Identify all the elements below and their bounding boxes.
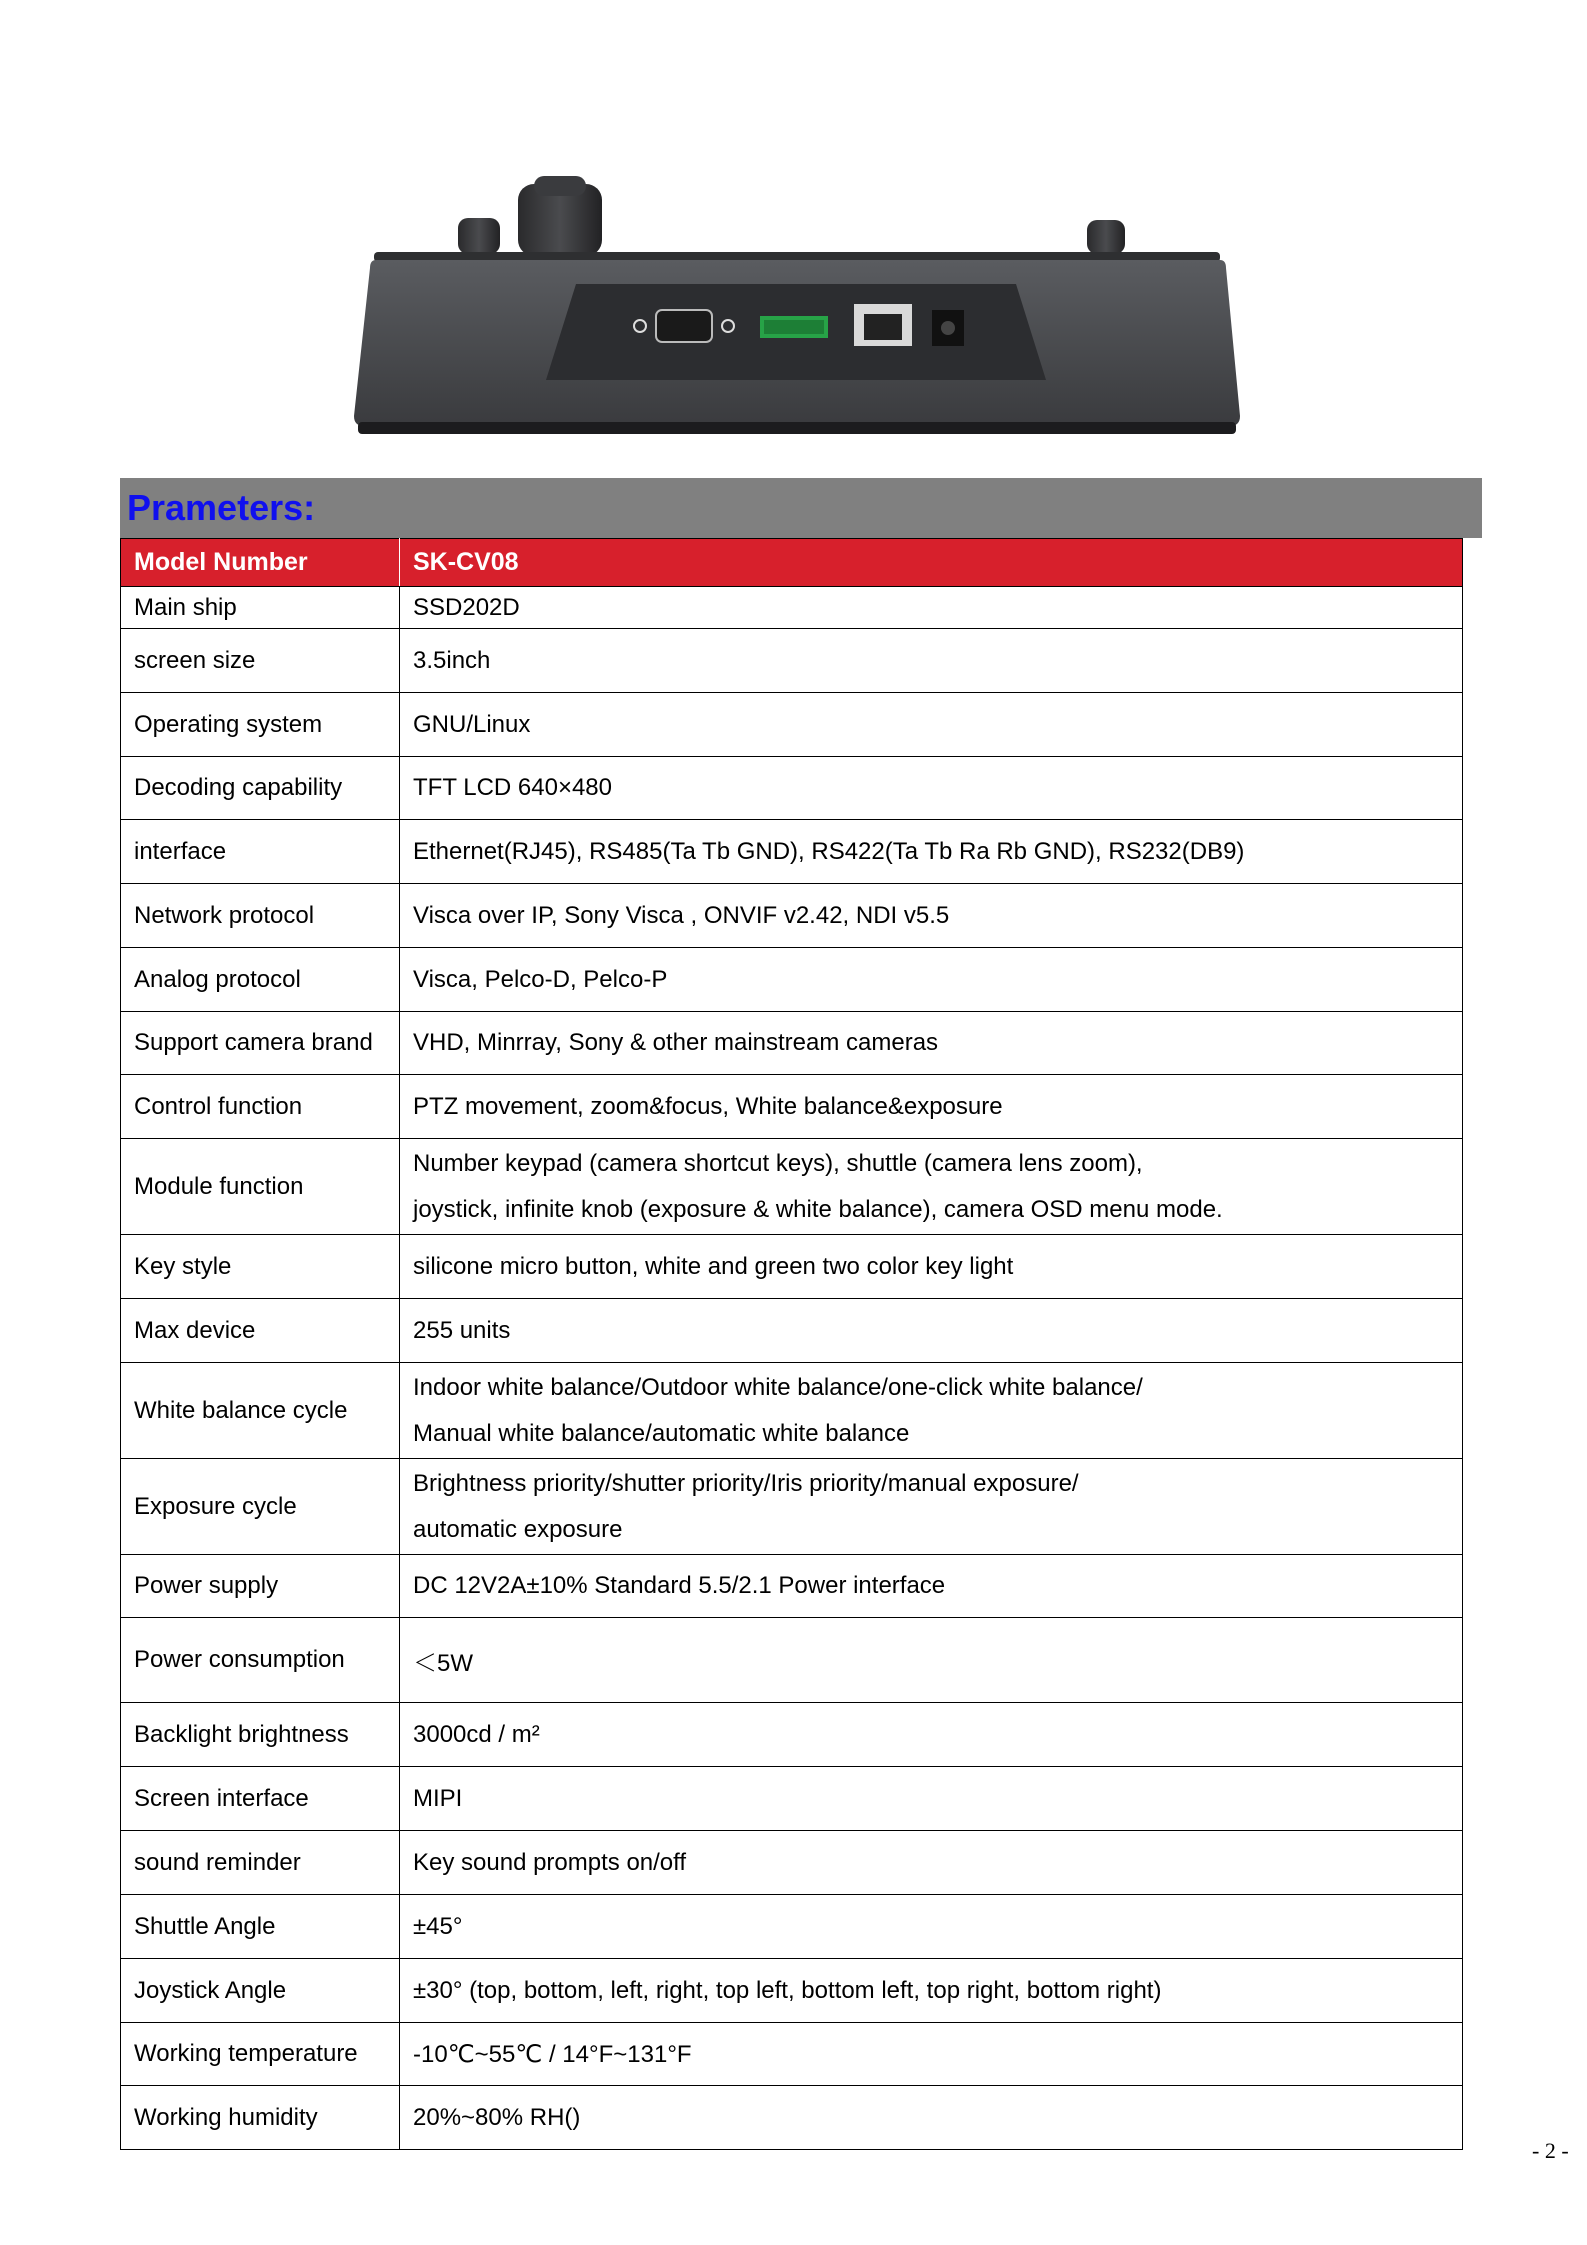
table-row xyxy=(121,1299,1463,1363)
table-row xyxy=(121,820,1463,884)
parameters-heading: Prameters: xyxy=(127,487,316,528)
row-value-line: joystick, infinite knob (exposure & white balance), camera OSD menu mode. xyxy=(413,1195,1223,1223)
row-label-cell: Network protocol xyxy=(121,884,400,948)
row-value-line: Brightness priority/shutter priority/Iris priority/manual exposure/ xyxy=(413,1469,1079,1497)
row-value-line: Indoor white balance/Outdoor white balance/one-click white balance/ xyxy=(413,1373,1143,1401)
row-label-cell: Module function xyxy=(121,1139,400,1235)
row-label-cell: Control function xyxy=(121,1075,400,1139)
row-value-cell xyxy=(400,1363,1463,1459)
table-row xyxy=(121,884,1463,948)
row-value-cell: SSD202D xyxy=(400,587,1463,629)
table-row xyxy=(121,1012,1463,1075)
row-value-cell: 255 units xyxy=(400,1299,1463,1363)
row-value-cell: PTZ movement, zoom&focus, White balance&exposure xyxy=(400,1075,1463,1139)
table-row xyxy=(121,2023,1463,2086)
row-value-cell: silicone micro button, white and green two color key light xyxy=(400,1235,1463,1299)
row-value-cell: MIPI xyxy=(400,1767,1463,1831)
header-label-cell: Model Number xyxy=(121,539,400,587)
row-value-cell xyxy=(400,1139,1463,1235)
row-label-cell: Main ship xyxy=(121,587,400,629)
row-value-cell: ＜5W xyxy=(400,1618,1463,1703)
row-label-cell: Operating system xyxy=(121,693,400,757)
row-value-cell: Visca over IP, Sony Visca , ONVIF v2.42, NDI v5.5 xyxy=(400,884,1463,948)
table-row xyxy=(121,1363,1463,1459)
row-value-cell: -10℃~55℃ / 14°F~131°F xyxy=(400,2023,1463,2086)
row-label-cell: Shuttle Angle xyxy=(121,1895,400,1959)
table-row xyxy=(121,1831,1463,1895)
table-row xyxy=(121,1235,1463,1299)
row-value-cell: Key sound prompts on/off xyxy=(400,1831,1463,1895)
row-value-line: Manual white balance/automatic white balance xyxy=(413,1419,910,1447)
row-value-cell: ±45° xyxy=(400,1895,1463,1959)
row-value-line: automatic exposure xyxy=(413,1515,623,1543)
product-image xyxy=(354,176,1240,438)
spec-table xyxy=(120,538,1463,2150)
row-value-cell: 20%~80% RH() xyxy=(400,2086,1463,2150)
table-row xyxy=(121,1618,1463,1703)
row-label-cell: Exposure cycle xyxy=(121,1459,400,1555)
row-value-cell: 3000cd / m² xyxy=(400,1703,1463,1767)
table-row xyxy=(121,2086,1463,2150)
row-value-cell xyxy=(400,1459,1463,1555)
row-label-cell: Key style xyxy=(121,1235,400,1299)
row-label-cell: Working humidity xyxy=(121,2086,400,2150)
page-number: - 2 - xyxy=(1532,2138,1569,2163)
row-value-cell: GNU/Linux xyxy=(400,693,1463,757)
table-row xyxy=(121,1895,1463,1959)
table-row xyxy=(121,1767,1463,1831)
table-row xyxy=(121,693,1463,757)
table-header-row xyxy=(121,539,1463,587)
row-value-cell: 3.5inch xyxy=(400,629,1463,693)
table-row xyxy=(121,629,1463,693)
row-label-cell: Support camera brand xyxy=(121,1012,400,1075)
row-value-line: Number keypad (camera shortcut keys), shuttle (camera lens zoom), xyxy=(413,1149,1143,1177)
table-row xyxy=(121,1959,1463,2023)
table-row xyxy=(121,587,1463,629)
table-row xyxy=(121,1703,1463,1767)
table-row xyxy=(121,1459,1463,1555)
spec-table-body xyxy=(121,539,1463,2150)
table-row xyxy=(121,1139,1463,1235)
row-label-cell: Decoding capability xyxy=(121,757,400,820)
row-label-cell: Power supply xyxy=(121,1555,400,1618)
row-label-cell: Analog protocol xyxy=(121,948,400,1012)
row-label-cell: sound reminder xyxy=(121,1831,400,1895)
row-value-cell: ±30° (top, bottom, left, right, top left, bottom left, top right, bottom right) xyxy=(400,1959,1463,2023)
table-row xyxy=(121,1555,1463,1618)
table-row xyxy=(121,1075,1463,1139)
row-label-cell: interface xyxy=(121,820,400,884)
row-value-cell: DC 12V2A±10% Standard 5.5/2.1 Power interface xyxy=(400,1555,1463,1618)
row-value-cell: Ethernet(RJ45), RS485(Ta Tb GND), RS422(Ta Tb Ra Rb GND), RS232(DB9) xyxy=(400,820,1463,884)
row-value-cell: TFT LCD 640×480 xyxy=(400,757,1463,820)
row-label-cell: Screen interface xyxy=(121,1767,400,1831)
row-label-cell: Power consumption xyxy=(121,1618,400,1703)
table-row xyxy=(121,948,1463,1012)
row-label-cell: White balance cycle xyxy=(121,1363,400,1459)
row-label-cell: Working temperature xyxy=(121,2023,400,2086)
row-label-cell: screen size xyxy=(121,629,400,693)
row-label-cell: Max device xyxy=(121,1299,400,1363)
row-value-cell: Visca, Pelco-D, Pelco-P xyxy=(400,948,1463,1012)
parameters-heading-band xyxy=(120,478,1482,538)
row-label-cell: Joystick Angle xyxy=(121,1959,400,2023)
table-row xyxy=(121,757,1463,820)
header-model-cell: SK-CV08 xyxy=(400,539,1463,587)
row-value-cell: VHD, Minrray, Sony & other mainstream cameras xyxy=(400,1012,1463,1075)
row-label-cell: Backlight brightness xyxy=(121,1703,400,1767)
